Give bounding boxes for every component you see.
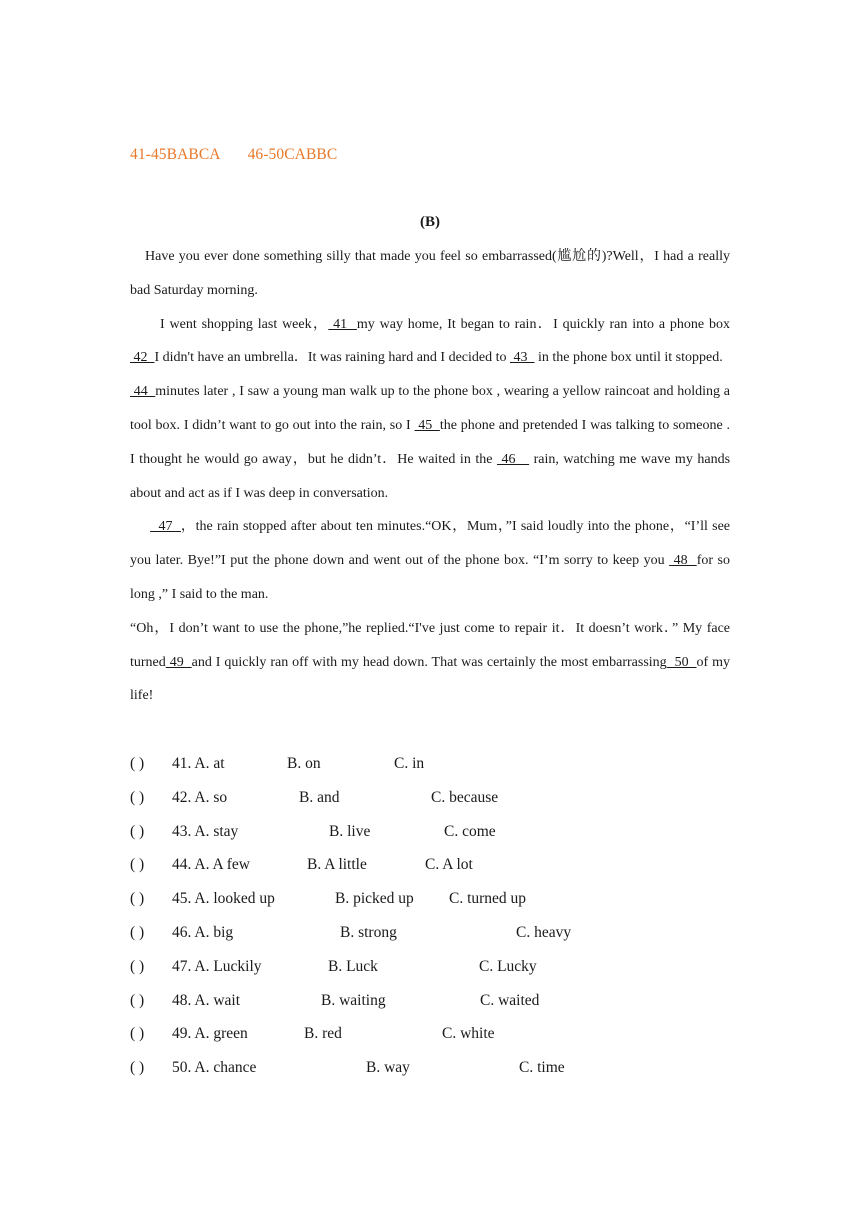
passage-text: the phone and pretended I was talking to someone . I thought he would go away，but he didn’t．He waited in the [130,417,731,467]
question-44 [130,848,730,882]
question-43 [130,815,730,849]
passage-paragraph-4 [130,510,730,611]
passage-text: minutes later , I saw a young man walk up to the phone box , wearing a yellow raincoat and holding a tool box. I didn’t want to go out into the rain, so I [130,384,731,433]
option-a: 48. A. wait [172,991,241,1009]
option-b: B. on [287,755,321,772]
question-41 [130,747,730,781]
option-c: C. in [394,755,425,772]
option-b: B. strong [340,923,397,941]
blank-49: 49 [165,654,192,670]
option-a: 50. A. chance [172,1059,257,1077]
option-c: C. heavy [516,923,572,941]
option-c: C. waited [480,991,540,1009]
blank-50: 50 [666,654,697,670]
question-42 [130,781,730,815]
answer-parenthesis: ( ) [130,755,145,772]
answer-parenthesis: ( ) [130,890,145,908]
option-c: C. white [442,1025,495,1043]
blank-42: 42 [130,350,155,366]
blank-41: 41 [328,316,357,332]
option-a: 46. A. big [172,923,234,941]
option-b: B. live [329,822,371,840]
option-a: 47. A. Luckily [172,957,262,975]
question-46 [130,916,730,950]
answer-parenthesis: ( ) [130,1025,145,1043]
passage-paragraph-5 [130,612,730,713]
option-c: C. A lot [425,856,473,874]
option-c: C. because [431,788,499,806]
passage-text: Have you ever done something silly that made you feel so embarrassed(尴尬的)?Well，I had a really bad Saturday morning. [130,249,730,298]
option-a: 49. A. green [172,1025,248,1043]
answer-parenthesis: ( ) [130,923,145,941]
passage-text: ，the rain stopped after about ten minutes.“OK，Mum，”I said loudly into the phone，“I’ll see you later. Bye!”I put the phone down and went out of the phone box. “I’m sorry to keep you [130,519,731,569]
passage-text: my way home, It began to rain．I quickly ran into a phone box [356,316,730,332]
question-49 [130,1017,730,1051]
answer-parenthesis: ( ) [130,991,145,1009]
question-list [130,747,730,1085]
option-b: B. waiting [321,991,386,1009]
option-a: 45. A. looked up [172,890,275,908]
blank-43: 43 [510,350,535,366]
passage-text: rain, watching me wave my hands about and act as if I was deep in conversation. [130,451,731,501]
passage-text: and I quickly ran off with my head down. That was certainly the most embarrassing [191,654,667,670]
answer-parenthesis: ( ) [130,856,145,874]
passage-text: I went shopping last week， [160,316,329,332]
answer-parenthesis: ( ) [130,1059,145,1077]
passage [130,240,730,713]
blank-47: 47 [150,519,181,535]
option-c: C. Lucky [479,957,537,975]
question-50 [130,1051,730,1085]
option-b: B. and [299,788,340,806]
answer-parenthesis: ( ) [130,822,145,840]
option-b: B. picked up [335,890,414,908]
option-b: B. red [304,1025,342,1043]
option-a: 42. A. so [172,788,228,806]
passage-text: of my life! [130,654,731,704]
question-47 [130,950,730,984]
passage-text: “Oh，I don’t want to use the phone,”he replied.“I've just come to repair it．It doesn’t work．” My face turned [130,620,730,670]
blank-48: 48 [669,553,697,569]
answer-parenthesis: ( ) [130,788,145,806]
answer-key-41-45: 41-45BABCA [130,146,221,163]
blank-46: 46 [496,451,530,467]
option-a: 43. A. stay [172,822,239,840]
option-a: 44. A. A few [172,856,250,874]
question-48 [130,984,730,1018]
option-c: C. come [444,822,496,840]
passage-text: I didn't have an umbrella．It was raining hard and I decided to [154,350,511,366]
blank-45: 45 [414,417,440,433]
option-b: B. way [366,1059,410,1077]
passage-text: in the phone box until it stopped. [534,350,723,366]
blank-44: 44 [130,384,156,400]
passage-paragraph-3 [130,375,730,510]
answer-key-46-50: 46-50CABBC [247,146,338,163]
passage-paragraph-2 [130,308,730,376]
answer-parenthesis: ( ) [130,957,145,975]
passage-text: for so long ,” I said to the man. [130,553,731,602]
option-a: 41. A. at [172,755,225,772]
passage-paragraph-1 [130,240,730,308]
option-b: B. A little [307,856,367,874]
option-b: B. Luck [328,957,378,975]
question-45 [130,882,730,916]
option-c: C. turned up [449,890,527,908]
section-title: (B) [420,214,440,230]
option-c: C. time [519,1059,565,1077]
answer-key [130,146,337,164]
